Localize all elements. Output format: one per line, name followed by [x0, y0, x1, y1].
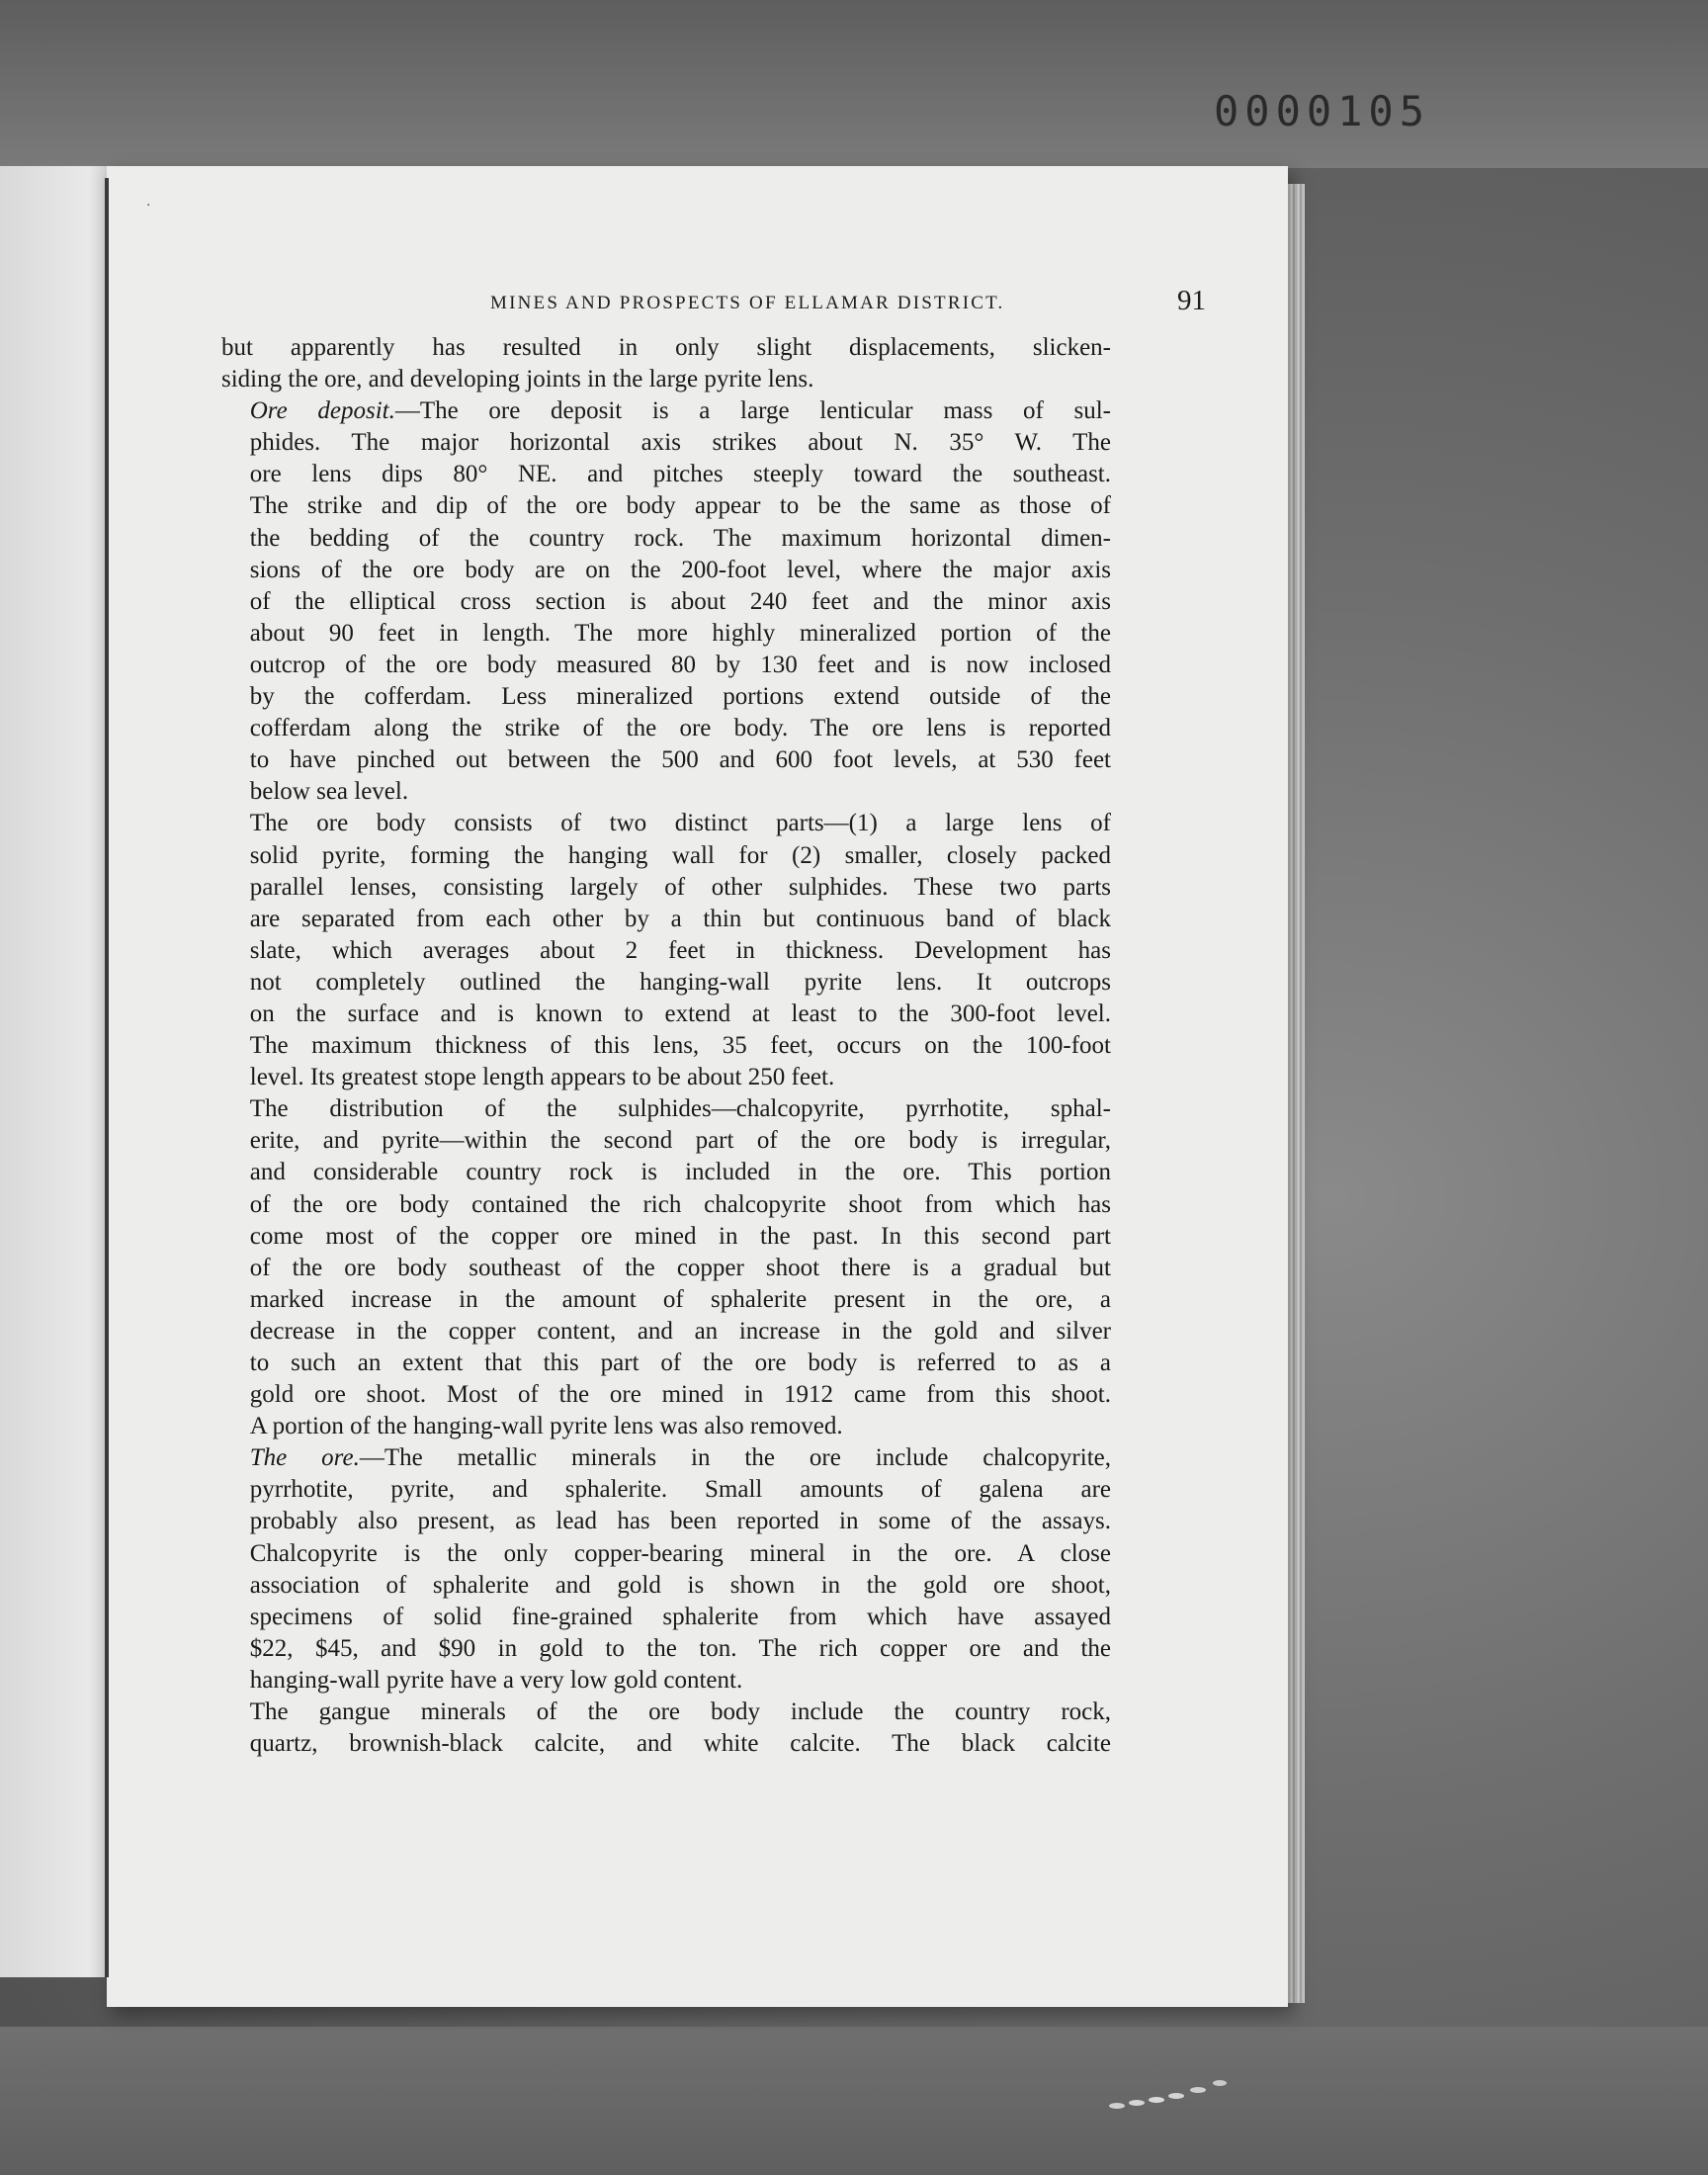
text-line: $22, $45, and $90 in gold to the ton. The rich copper ore and the [249, 1634, 1111, 1662]
book-page [107, 166, 1288, 2007]
text-line: ore lens dips 80° NE. and pitches steeply toward the southeast. [249, 461, 1111, 488]
smudge-mark [1190, 2087, 1206, 2093]
text-line: about 90 feet in length. The more highly mineralized portion of the [249, 619, 1111, 647]
text-line: association of sphalerite and gold is shown in the gold ore shoot, [249, 1571, 1111, 1599]
scan-background-bottom [0, 2027, 1708, 2175]
text-line: solid pyrite, forming the hanging wall for (2) smaller, closely packed [249, 841, 1111, 869]
text-line: parallel lenses, consisting largely of other sulphides. These two parts [249, 873, 1111, 901]
run-in-heading: The ore. [249, 1444, 360, 1472]
text-line: The strike and dip of the ore body appear to be the same as those of [249, 492, 1111, 520]
paragraph-continuation [221, 332, 1111, 395]
text-line: outcrop of the ore body measured 80 by 130 feet and is now inclosed [249, 651, 1111, 678]
text-line: A portion of the hanging-wall pyrite lens was also removed. [249, 1413, 843, 1440]
text-line: by the cofferdam. Less mineralized portions extend outside of the [249, 683, 1111, 711]
text-line: but apparently has resulted in only slight displacements, slicken- [221, 334, 1111, 361]
text-line: The ore body consists of two distinct parts—(1) a large lens of [249, 810, 1111, 837]
text-line: The maximum thickness of this lens, 35 feet, occurs on the 100-foot [249, 1032, 1111, 1060]
text-line: hanging-wall pyrite have a very low gold content. [249, 1666, 743, 1694]
text-line: quartz, brownish-black calcite, and white calcite. The black calcite [249, 1730, 1111, 1758]
page-number: 91 [1177, 285, 1206, 316]
text-line: The gangue minerals of the ore body include the country rock, [249, 1698, 1111, 1726]
text-line: on the surface and is known to extend at least to the 300-foot level. [249, 1000, 1111, 1027]
text-line: cofferdam along the strike of the ore body. The ore lens is reported [249, 715, 1111, 742]
text-line: below sea level. [249, 778, 409, 806]
archive-stamp-number: 0000105 [1214, 87, 1431, 135]
paragraph-the-ore [221, 1442, 1111, 1696]
paragraph-ore-body-parts [221, 808, 1111, 1093]
scan-background-top [0, 0, 1708, 168]
running-header [384, 285, 1206, 324]
smudge-mark [1149, 2097, 1164, 2103]
text-line: of the ore body southeast of the copper shoot there is a gradual but [249, 1254, 1111, 1281]
text-line: not completely outlined the hanging-wall pyrite lens. It outcrops [249, 968, 1111, 996]
text-line: marked increase in the amount of sphalerite present in the ore, a [249, 1285, 1111, 1313]
text-line-with-run-in [221, 395, 1111, 427]
smudge-mark [1213, 2080, 1227, 2086]
facing-page-edge [0, 166, 111, 1977]
text-line: the bedding of the country rock. The maximum horizontal dimen- [249, 524, 1111, 552]
text-line: specimens of solid fine-grained sphalerite from which have assayed [249, 1603, 1111, 1630]
text-line: slate, which averages about 2 feet in thickness. Development has [249, 936, 1111, 964]
text-line: —The metallic minerals in the ore include chalcopyrite, [359, 1444, 1111, 1472]
finger-smudge-marks [1107, 2076, 1236, 2116]
text-line: probably also present, as lead has been reported in some of the assays. [249, 1508, 1111, 1535]
smudge-mark [1168, 2093, 1184, 2099]
text-line: and considerable country rock is included in the ore. This portion [249, 1159, 1111, 1186]
paragraph-gangue-minerals [221, 1696, 1111, 1760]
text-line: Chalcopyrite is the only copper-bearing mineral in the ore. A close [249, 1539, 1111, 1567]
text-line: The distribution of the sulphides—chalcopyrite, pyrrhotite, sphal- [249, 1095, 1111, 1123]
text-line: of the elliptical cross section is about 240 feet and the minor axis [249, 587, 1111, 615]
text-line: are separated from each other by a thin but continuous band of black [249, 905, 1111, 932]
body-text [221, 332, 1111, 1760]
text-line: pyrrhotite, pyrite, and sphalerite. Small amounts of galena are [249, 1476, 1111, 1504]
text-line: siding the ore, and developing joints in the large pyrite lens. [221, 366, 814, 393]
text-line: of the ore body contained the rich chalcopyrite shoot from which has [249, 1190, 1111, 1218]
text-line: gold ore shoot. Most of the ore mined in 1912 came from this shoot. [249, 1381, 1111, 1409]
text-line: to such an extent that this part of the ore body is referred to as a [249, 1349, 1111, 1376]
text-line: erite, and pyrite—within the second part of the ore body is irregular, [249, 1127, 1111, 1155]
text-line: decrease in the copper content, and an increase in the gold and silver [249, 1317, 1111, 1345]
smudge-mark [1109, 2103, 1125, 2109]
text-line: to have pinched out between the 500 and 600 foot levels, at 530 feet [249, 746, 1111, 774]
smudge-mark [1129, 2100, 1145, 2106]
page-gutter-line [105, 178, 109, 1977]
speck-mark: · [146, 198, 151, 214]
run-in-heading: Ore deposit. [249, 397, 395, 425]
text-line: phides. The major horizontal axis strikes about N. 35° W. The [249, 429, 1111, 457]
text-line: come most of the copper ore mined in the past. In this second part [249, 1222, 1111, 1250]
paragraph-ore-deposit [221, 395, 1111, 808]
text-line: sions of the ore body are on the 200-foot level, where the major axis [249, 556, 1111, 583]
text-line-with-run-in [221, 1442, 1111, 1474]
paragraph-sulphide-distribution [221, 1093, 1111, 1442]
running-title: MINES AND PROSPECTS OF ELLAMAR DISTRICT. [490, 293, 1005, 313]
text-line: level. Its greatest stope length appears to be about 250 feet. [249, 1064, 835, 1091]
text-line: —The ore deposit is a large lenticular mass of sul- [394, 397, 1112, 425]
